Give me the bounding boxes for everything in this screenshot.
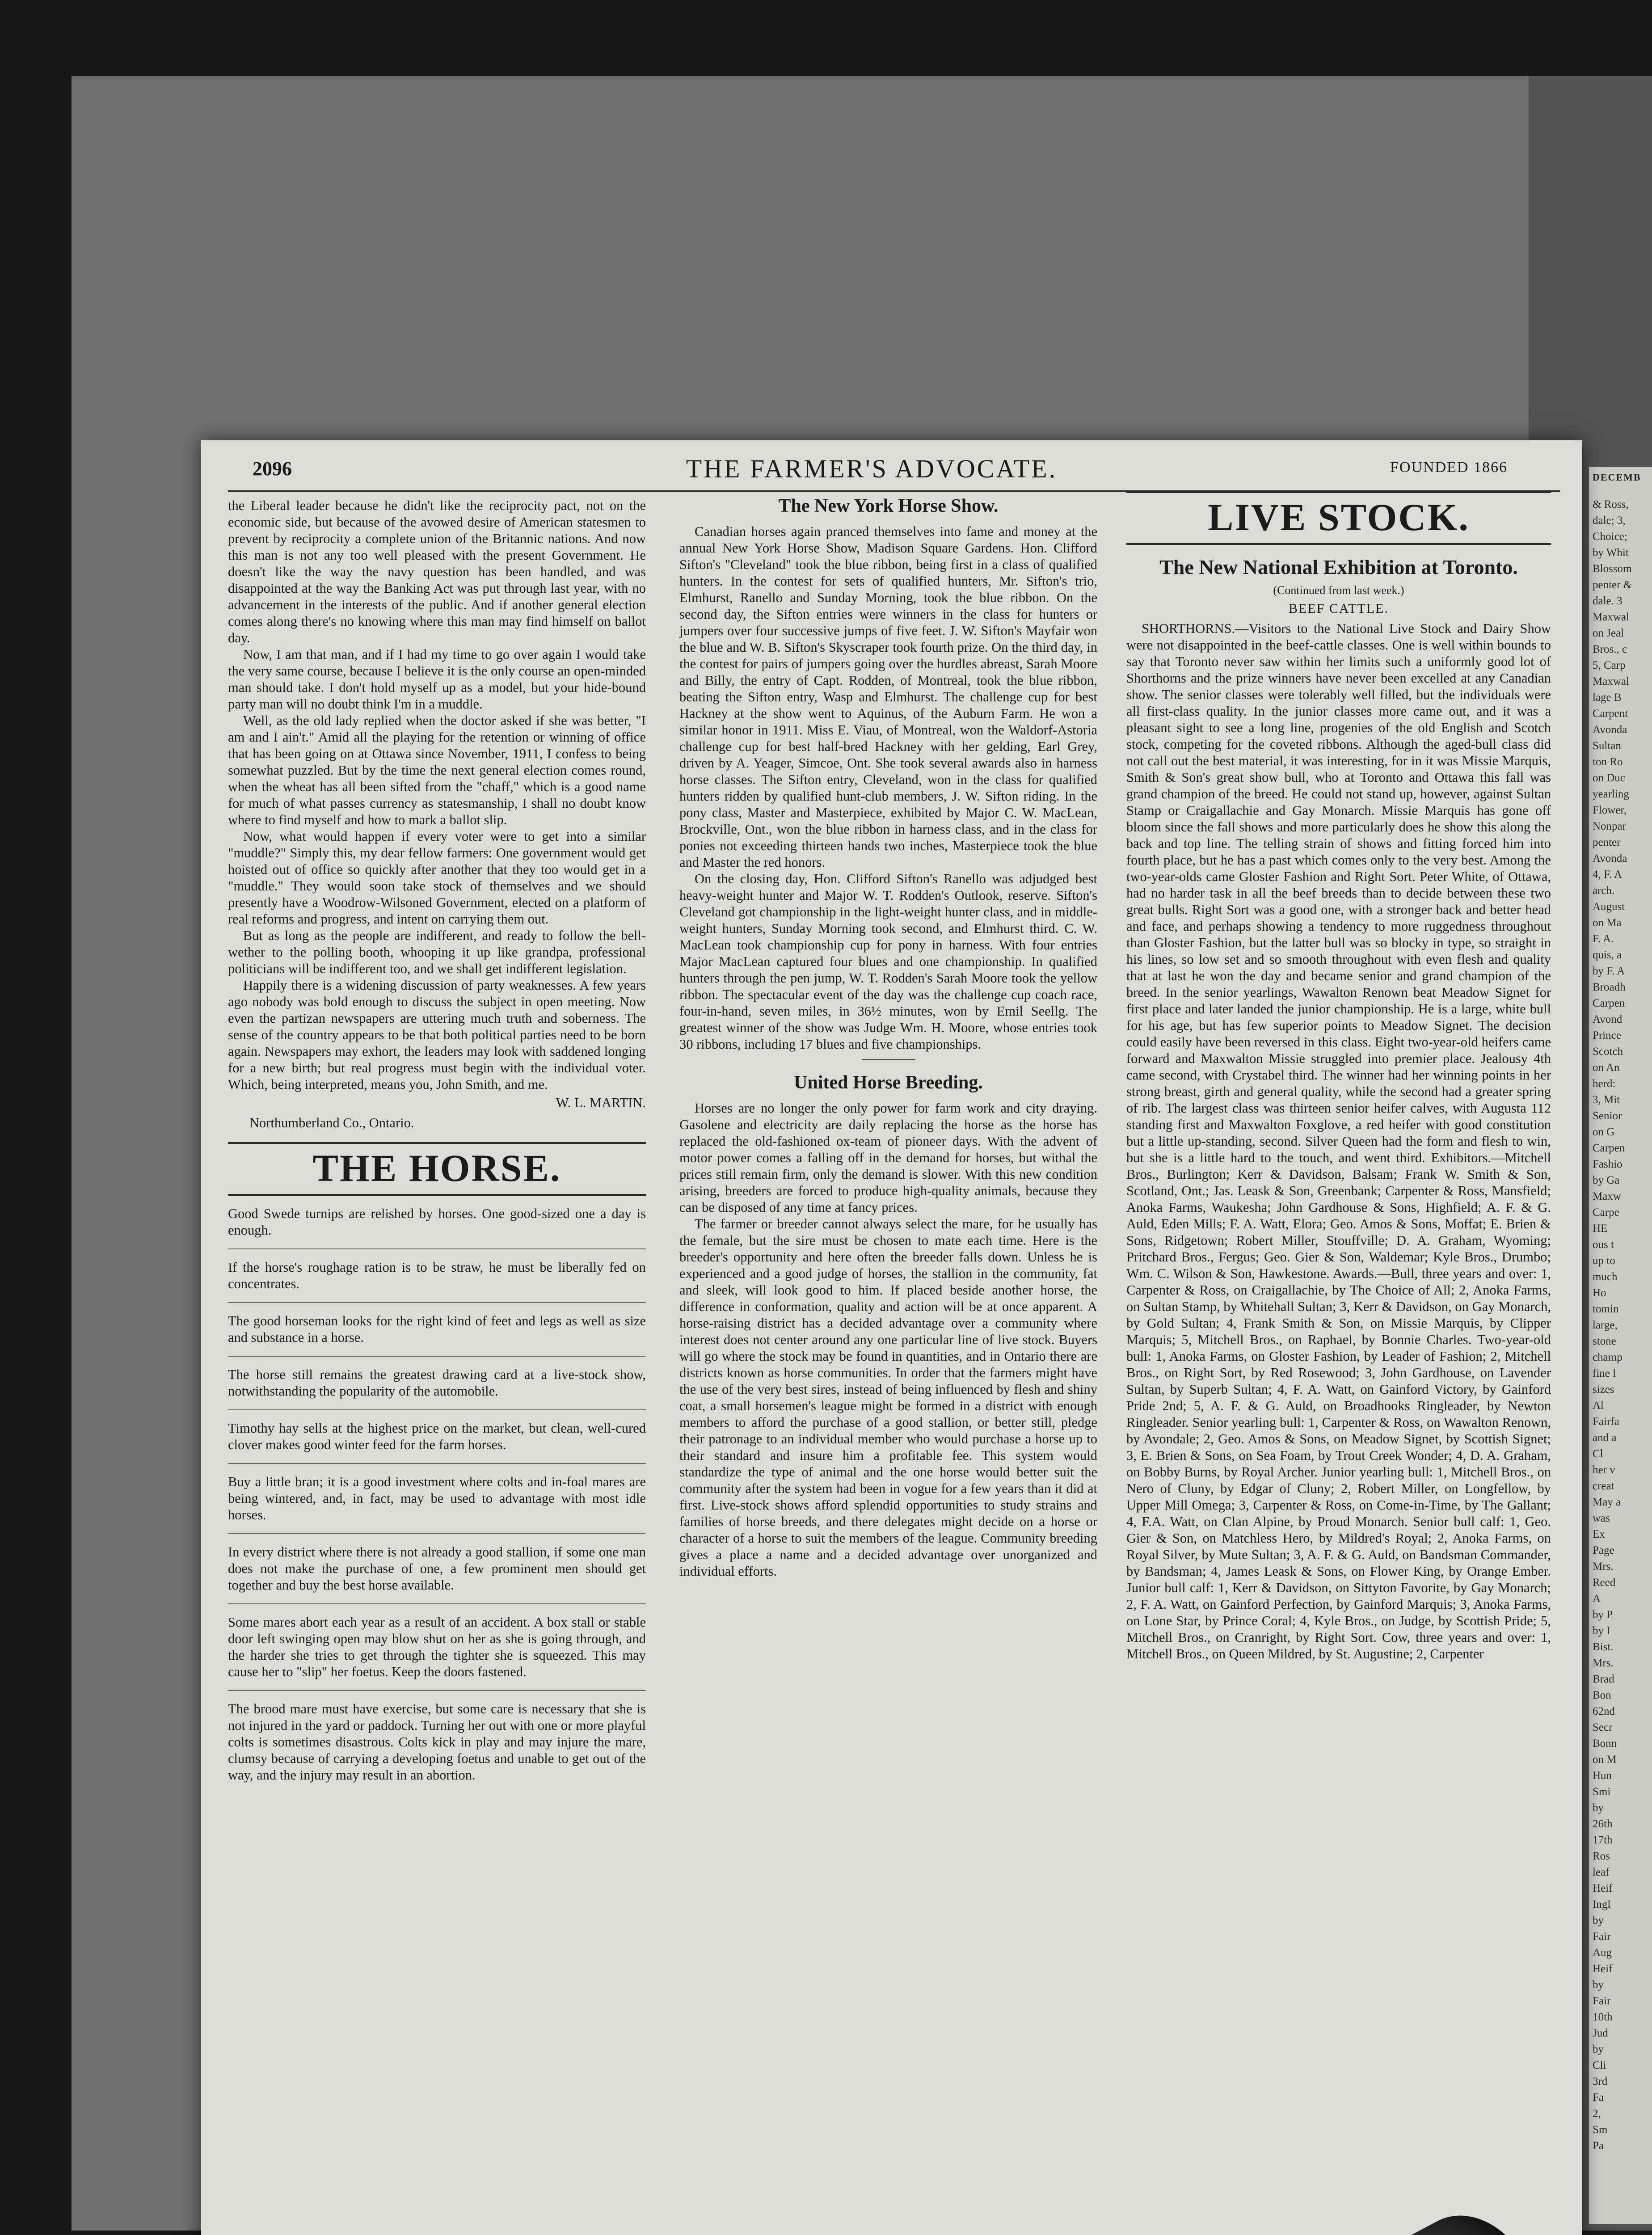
section-heading-live-stock: LIVE STOCK.: [1126, 491, 1551, 545]
adjacent-line: Bist.: [1593, 1641, 1614, 1653]
horse-note: [228, 1313, 646, 1357]
adjacent-line: May a: [1593, 1496, 1621, 1508]
adjacent-line: penter &: [1593, 579, 1632, 591]
adjacent-line: Bonn: [1593, 1737, 1617, 1750]
page-number: 2096: [253, 458, 292, 480]
letter-paragraph: Happily there is a widening discussion of party weaknesses. A few years ago nobody was bold enough to discuss the subject in open meeting. Now even the partizan newspapers are uttering much truth and soberness. The sense of the country appears to be that both political parties need to be born again. Newspapers may exhort, the leaders may look with saddened longing for a new birth; but real progress must begin with the individual voter. Which, being interpreted, means you, John Smith, and me.: [228, 978, 646, 1092]
adjacent-line: Avonda: [1593, 852, 1627, 864]
horse-note-text: Some mares abort each year as a result of an accident. A box stall or stable door left swinging open may blow shut on her as she is going through, and the harder she tries to get through the tighter she is squeezed. This may cause her to "slip" her foetus. Keep the doors fastened.: [228, 1615, 646, 1679]
adjacent-line: Maxwal: [1593, 675, 1629, 687]
adjacent-line: Fair: [1593, 1995, 1611, 2007]
adjacent-line: & Ross,: [1593, 498, 1629, 510]
adjacent-line: 17th: [1593, 1834, 1613, 1846]
adjacent-page-lines: [1589, 497, 1652, 2154]
adjacent-page-fragment: [1589, 467, 1652, 2224]
adjacent-line: by: [1593, 1979, 1604, 1991]
adjacent-line: 4, F. A: [1593, 869, 1622, 881]
adjacent-line: Senior: [1593, 1110, 1622, 1122]
letter-paragraph: Now, what would happen if every voter were to get into a similar "muddle?" Simply this, my dear fellow farmers: One government would get hoisted out of office so quickly after another that they too would get in a "muddle." They would soon take stock of themselves and we should presently have a Woodrow-Wilsoned Government, elected on a platform of real reforms and progress, and intent on carrying them out.: [228, 829, 646, 927]
adjacent-line: on Jeal: [1593, 627, 1624, 639]
adjacent-line: Al: [1593, 1400, 1604, 1412]
horse-note-text: Timothy hay sells at the highest price on the market, but clean, well-cured clover makes good winter feed for the farm horses.: [228, 1421, 646, 1452]
horse-note: [228, 1474, 646, 1534]
adjacent-line: Carpe: [1593, 1206, 1619, 1219]
adjacent-line: Fa: [1593, 2092, 1604, 2104]
horse-note: [228, 1544, 646, 1604]
article-paragraph: Canadian horses again pranced themselves into fame and money at the annual New York Horse Show, Madison Square Gardens. Hon. Clifford Sifton's "Cleveland" took the blue ribbon, being first in a class of qualified hunters. In the contest for sets of qualified hunters, Mr. Sifton's trio, Elmhurst, Ranello and Sunday Morning, took the blue ribbon. On the second day, the Sifton entries were winners in the class for hunters or jumpers over four successive jumps of five feet. J. W. Sifton's Mayfair won the blue and W. B. Sifton's Skyscraper took fourth prize. On the third day, in the contest for pairs of jumpers going over the hurdles abreast, Sarah Moore and Billy, the entry of Capt. Rodden, of Montreal, took the blue ribbon, beating the Sifton entry, Wasp and Elmhurst. The challenge cup for best Hackney at the show went to Aquinus, of the Auburn Farm. He won a similar honor in 1911. Miss E. Viau, of Montreal, won the Waldorf-Astoria challenge cup for best half-bred Hackney with her gelding, Earl Grey, driven by A. Yeager, Simcoe, Ont. She took several awards also in harness horse classes. The Sifton entry, Cleveland, won in the class for qualified hunters ridden by qualified hunt-club members, J. W. Sifton riding. In the pony class, Master and Masterpiece, exhibited by Major C. W. MacLean, Brockville, Ont., won the blue ribbon in harness class, and in the class for ponies not exceeding thirteen hands two inches, Masterpiece took the blue and Master the red honors.: [679, 524, 1097, 870]
subsection-beef-cattle: BEEF CATTLE.: [1289, 601, 1389, 616]
adjacent-line: Sultan: [1593, 740, 1621, 752]
adjacent-line: Hun: [1593, 1770, 1612, 1782]
adjacent-line: Blossom: [1593, 563, 1632, 575]
horse-note: [228, 1614, 646, 1691]
adjacent-line: on G: [1593, 1126, 1615, 1138]
adjacent-line: on Ma: [1593, 917, 1622, 929]
column-1: [228, 498, 646, 1803]
letter-body: [228, 498, 646, 1093]
adjacent-line: August: [1593, 901, 1625, 913]
adjacent-line: 10th: [1593, 2011, 1613, 2023]
adjacent-line: dale; 3,: [1593, 514, 1626, 527]
adjacent-line: Brad: [1593, 1673, 1614, 1685]
adjacent-line: by F. A: [1593, 965, 1625, 977]
adjacent-line: Reed: [1593, 1577, 1616, 1589]
adjacent-line: was: [1593, 1512, 1610, 1524]
adjacent-line: HE: [1593, 1223, 1608, 1235]
adjacent-line: 26th: [1593, 1818, 1613, 1830]
adjacent-line: Cli: [1593, 2059, 1606, 2071]
letter-location: Northumberland Co., Ontario.: [249, 1115, 414, 1130]
article-heading-national-exhibition: The New National Exhibition at Toronto.: [1159, 556, 1518, 578]
adjacent-line: Avonda: [1593, 724, 1627, 736]
horse-note: [228, 1206, 646, 1249]
letter-signature: W. L. MARTIN.: [556, 1095, 646, 1110]
adjacent-line: 2,: [1593, 2108, 1601, 2120]
adjacent-line: Carpent: [1593, 708, 1628, 720]
adjacent-line: Flower,: [1593, 804, 1627, 816]
adjacent-line: much: [1593, 1271, 1618, 1283]
new-york-horse-show-body: [679, 523, 1097, 1053]
letter-paragraph: the Liberal leader because he didn't like the reciprocity pact, not on the economic side, but because of the avowed desire of American statesmen to prevent by reciprocity a complete union of the Britannic nations. And now this man is not any too well pleased with the present Government. He doesn't like the way the navy question has been handled, and was disappointed at the way the Banking Act was put through last year, with no advancement in the interests of the public. And if another general election comes along there's no knowing where this man may find himself on ballot day.: [228, 498, 646, 645]
horse-note-text: The good horseman looks for the right kind of feet and legs as well as size and substance in a horse.: [228, 1313, 646, 1345]
adjacent-line: by: [1593, 2043, 1604, 2055]
adjacent-line: Mrs.: [1593, 1657, 1614, 1669]
adjacent-line: her v: [1593, 1464, 1615, 1476]
horse-note: [228, 1701, 646, 1793]
horse-note: [228, 1420, 646, 1464]
adjacent-line: sizes: [1593, 1383, 1614, 1396]
exhibition-body: [1126, 620, 1551, 1662]
adjacent-line: by P: [1593, 1609, 1613, 1621]
horse-note-text: If the horse's roughage ration is to be straw, he must be liberally fed on concentrates.: [228, 1260, 646, 1291]
adjacent-line: Prince: [1593, 1029, 1621, 1042]
adjacent-line: Page: [1593, 1544, 1614, 1556]
adjacent-line: Heif: [1593, 1963, 1613, 1975]
adjacent-line: creat: [1593, 1480, 1614, 1492]
adjacent-line: up to: [1593, 1255, 1615, 1267]
adjacent-line: on An: [1593, 1062, 1620, 1074]
continued-note: (Continued from last week.): [1273, 584, 1404, 597]
horse-note-text: The brood mare must have exercise, but some care is necessary that she is not injured in the yard or paddock. Turning her out with one or more playful colts is sometimes disastrous. Colts kick in play and may injure the mare, clumsy because of carrying a developing foetus and unable to get out of the way, and the injury may result in an abortion.: [228, 1701, 646, 1783]
adjacent-line: Aug: [1593, 1947, 1612, 1959]
adjacent-line: F. A.: [1593, 933, 1614, 945]
adjacent-line: leaf: [1593, 1866, 1610, 1878]
adjacent-line: A: [1593, 1593, 1601, 1605]
letter-paragraph: But as long as the people are indifferent, and ready to follow the bell-wether to the polling booth, whooping it up like grandpa, professional politicians will be indifferent too, and we shall get indifferent legislation.: [228, 928, 646, 976]
adjacent-line: Avond: [1593, 1013, 1622, 1025]
adjacent-line: Choice;: [1593, 531, 1627, 543]
adjacent-line: Ros: [1593, 1850, 1610, 1862]
column-3: [1126, 498, 1551, 1662]
horse-note: [228, 1366, 646, 1410]
adjacent-line: stone: [1593, 1335, 1616, 1347]
adjacent-line: lage B: [1593, 692, 1622, 704]
article-heading-new-york-horse-show: The New York Horse Show.: [778, 496, 999, 516]
adjacent-line: Broadh: [1593, 981, 1626, 993]
adjacent-line: Carpen: [1593, 997, 1625, 1009]
adjacent-line: Nonpar: [1593, 820, 1626, 832]
adjacent-line: Maxw: [1593, 1190, 1621, 1202]
adjacent-line: Fashio: [1593, 1158, 1622, 1170]
adjacent-line: on M: [1593, 1754, 1617, 1766]
adjacent-line: herd:: [1593, 1078, 1616, 1090]
adjacent-line: ton Ro: [1593, 756, 1623, 768]
adjacent-line: champ: [1593, 1351, 1622, 1363]
adjacent-line: Mrs.: [1593, 1560, 1614, 1573]
letter-paragraph: Now, I am that man, and if I had my time to go over again I would take the very same course, because I believe it is the only course an open-minded man should take. I don't hold myself up as a model, but your hide-bound party man will no doubt think I'm in a muddle.: [228, 647, 646, 712]
adjacent-line: dale. 3: [1593, 595, 1622, 607]
horse-note-text: In every district where there is not already a good stallion, if some one man does not make the purchase of one, a few prominent men should get together and buy the best horse available.: [228, 1544, 646, 1593]
adjacent-line: Cl: [1593, 1448, 1603, 1460]
adjacent-line: Heif: [1593, 1882, 1613, 1894]
adjacent-line: on Duc: [1593, 772, 1625, 784]
adjacent-line: by: [1593, 1802, 1604, 1814]
adjacent-line: 5, Carp: [1593, 659, 1626, 671]
adjacent-line: Jud: [1593, 2027, 1608, 2039]
adjacent-line: 62nd: [1593, 1705, 1615, 1717]
horse-paragraphs: [228, 1206, 646, 1793]
adjacent-line: 3rd: [1593, 2075, 1608, 2087]
adjacent-line: Bon: [1593, 1689, 1611, 1701]
adjacent-line: Pa: [1593, 2140, 1604, 2152]
adjacent-line: yearling: [1593, 788, 1629, 800]
adjacent-line: 3, Mit: [1593, 1094, 1620, 1106]
adjacent-line: Ho: [1593, 1287, 1606, 1299]
united-horse-breeding-body: [679, 1100, 1097, 1580]
section-heading-the-horse: THE HORSE.: [228, 1142, 646, 1196]
adjacent-page-header: DECEMB: [1593, 472, 1641, 483]
article-heading-united-horse-breeding: United Horse Breeding.: [794, 1072, 983, 1093]
adjacent-line: tomin: [1593, 1303, 1619, 1315]
letter-paragraph: Well, as the old lady replied when the doctor asked if she was better, "I am and I ain't." Amid all the playing for the retention or winning of office that has been going on at Ottawa since November, 1911, I confess to being somewhat puzzled. But by the time the next general election comes round, when the wheat has all been sifted from the "chaff," which is a good name for much of what passes currency as statesmanship, I shall no doubt know where to find myself and how to mark a ballot slip.: [228, 713, 646, 827]
adjacent-line: by I: [1593, 1625, 1610, 1637]
divider: [862, 1059, 915, 1060]
publication-title: THE FARMER'S ADVOCATE.: [686, 454, 1058, 483]
adjacent-line: Maxwal: [1593, 611, 1629, 623]
adjacent-line: and a: [1593, 1432, 1617, 1444]
adjacent-line: large,: [1593, 1319, 1618, 1331]
horse-note-text: Good Swede turnips are relished by horses. One good-sized one a day is enough.: [228, 1206, 646, 1238]
newspaper-page: [201, 440, 1582, 2235]
adjacent-line: penter: [1593, 836, 1621, 848]
article-paragraph: On the closing day, Hon. Clifford Sifton's Ranello was adjudged best heavy-weight hunter and Major W. T. Rodden's Outlook, reserve. Sifton's Cleveland got championship in the light-weight hunter class, and in middle-weight hunters, Sunday Morning took second, and Elmhurst third. C. W. MacLean took championship cup for pony in harness. With four entries Major MacLean captured four blues and one championship. In qualified hunters through the pen jump, W. T. Rodden's Sarah Moore took the yellow ribbon. The spectacular event of the day was the challenge cup coach race, four-in-hand, seven miles, in 36½ minutes, won by Emil Seellg. The greatest winner of the show was Judge Wm. H. Moore, whose entries took 30 ribbons, including 17 blues and five championships.: [679, 871, 1097, 1052]
adjacent-line: Bros., c: [1593, 643, 1627, 655]
adjacent-line: Fair: [1593, 1931, 1611, 1943]
adjacent-line: by: [1593, 1915, 1604, 1927]
adjacent-line: ous t: [1593, 1239, 1614, 1251]
article-paragraph: The farmer or breeder cannot always select the mare, for he usually has the female, but the sire must be chosen to mate each time. Here is the breeder's opportunity and here often the breeder falls down. Unless he is experienced and a good judge of horses, the stallion in the community, fat and sleek, will look good to him. If placed beside another horse, the difference in conformation, quality and action will be at once apparent. A horse-raising district has a decided advantage over a community where interest does not center around any one particular line of live stock. Buyers will go where the stock may be found in quantities, and in Ontario there are districts known as horse communities. In order that the farmers might have the use of the very best sires, instead of being influenced by flesh and shiny coat, a small horsemen's league might be formed in a district with enough members to afford the purchase of a good stallion, or better still, pledge their patronage to an individual member who would purchase a horse up to their standard and insure him a profitable fee. This system would standardize the type of animal and the one horse would better suit the community after the system had been in vogue for a few years than it did at first. Live-stock shows afford splendid opportunities to study strains and families of horse breeds, and there delegates might decide on a horse or character of a horse to suit the members of the league. Community breeding gives a place a name and a decided advantage over unorganized and individual efforts.: [679, 1216, 1097, 1579]
adjacent-line: fine l: [1593, 1367, 1616, 1379]
article-paragraph: SHORTHORNS.—Visitors to the National Live Stock and Dairy Show were not disappointed in the beef-cattle classes. One is well within bounds to say that Toronto never saw within her limits such a uniformly good lot of Shorthorns and the prize winners have never been excelled at any Canadian show. The senior classes were tolerably well filled, but the individuals were all first-class quality. In the junior classes more came out, and it was a pleasant sight to see a long line, progenies of the old English and Scotch stock, competing for the coveted ribbons. Although the aged-bull class did not call out the best material, it was interesting, for in it was Missie Marquis, Smith & Son's great show bull, who at Toronto and Ottawa this fall was grand champion of the breed. He could not stand up, however, against Sultan Stamp or Craigallachie and Gay Monarch. Missie Marquis has gone off bloom since the fall shows and more particularly does he show this along the back and top line. The telling strain of shows and fitting forced him into fourth place, but he has a past which comes only to the very best. Among the two-year-olds came Gloster Fashion and Right Sort. Peter White, of Ottawa, had no harder task in all the beef breeds than to decide between these two great bulls. Right Sort was a good one, with a stronger back and better head and face, and perhaps showing a tendency to more ruggedness throughout than Gloster Fashion, but the latter bull was so blocky in type, so straight in his lines, so low set and so smooth throughout with even flesh and quality that at last he won the day and became senior and grand champion of the breed. In the senior yearlings, Wawalton Renown beat Meadow Signet for first place and later landed the junior championship. He is a large, white bull for his age, but has few superior points to Meadow Signet. The decision could easily have been reversed in this class. Eight two-year-old heifers came forward and Maxwalton Missie struggled into premier place. Jealousy 4th came second, with Crystabel third. The winner had her winning points in her strong breast, girth and general quality, while the second had a greater spring of rib. The largest class was thirteen senior heifer calves, with Augusta 112 standing first and Maxwalton Foxglove, a red heifer with good constitution but a little up-standing, second. Silver Queen had the form and flesh to win, but she is a little hard to the touch, and went third. Exhibitors.—Mitchell Bros., Burlington; Kerr & Davidson, Balsam; Frank W. Smith & Son, Scotland, Ont.; Jas. Leask & Son, Greenbank; Carpenter & Ross, Mansfield; Anoka Farms, Waukesha; John Gardhouse & Sons, Highfield; A. F. & G. Auld, Eden Mills; F. A. Watt, Elora; Geo. Amos & Sons, Moffat; E. Brien & Sons, Ridgetown; Robert Miller, Stouffville; D. A. Graham, Wyoming; Pritchard Bros., Fergus; Geo. Gier & Son, Waldemar; Kyle Bros., Drumbo; Wm. C. Wilson & Son, Hawkestone. Awards.—Bull, three years and over: 1, Carpenter & Ross, on Craigallachie, by The Choice of All; 2, Anoka Farms, on Sultan Stamp, by Whitehall Sultan; 3, Kerr & Davidson, on Gay Monarch, by Gold Sultan; 4, Frank Smith & Son, on Missie Marquis, by Clipper Marquis; 5, Mitchell Bros., on Raphael, by Bonnie Charles. Two-year-old bull: 1, Anoka Farms, on Gloster Fashion, by Leader of Fashion; 2, Mitchell Bros., on Right Sort, by Red Rosewood; 3, John Gardhouse, on Lavender Sultan, by Superb Sultan; 4, F. A. Watt, on Gainford Victory, by Gainford Pride 2nd; 5, A. F. & G. Auld, on Broadhooks Ringleader, by Newton Ringleader. Senior yearling bull: 1, Carpenter & Ross, on Wawalton Renown, by Avondale; 2, Geo. Amos & Sons, on Meadow Signet, by Scottish Signet; 3, E. Brien & Sons, on Sea Foam, by Trout Creek Wonder; 4, D. A. Graham, on Bobby Burns, by Royal Archer. Junior yearling bull: 1, Mitchell Bros., on Nero of Cluny, by Edgar of Cluny; 2, Robert Miller, on Longfellow, by Upper Mill Omega; 3, Carpenter & Ross, on Come-in-Time, by The Gallant; 4, F.A. Watt, on Clan Alpine, by Proud Monarch. Senior bull calf: 1, Geo. Gier & Son, on Matchless Hero, by Mildred's Royal; 2, Anoka Farms, on Royal Silver, by Mute Sultan; 3, A. F. & G. Auld, on Bandsman Commander, by Bandsman; 4, James Leask & Sons, on Flower King, by Orange Ember. Junior bull calf: 1, Kerr & Davidson, on Sittyton Favorite, by Gay Monarch; 2, F. A. Watt, on Gainford Perfection, by Gainford Marquis; 3, Anoka Farms, on Lone Star, by Prince Coral; 4, Kyle Bros., on Judge, by Scottish Pride; 5, Mitchell Bros., on Cranright, by Right Sort. Cow, three years and over: 1, Mitchell Bros., on Queen Mildred, by St. Augustine; 2, Carpenter: [1126, 621, 1551, 1661]
horse-note-text: The horse still remains the greatest drawing card at a live-stock show, notwithstanding the popularity of the automobile.: [228, 1367, 646, 1399]
founded-line: FOUNDED 1866: [1390, 459, 1508, 476]
adjacent-line: Ingl: [1593, 1898, 1611, 1910]
adjacent-line: Ex: [1593, 1528, 1605, 1540]
horse-note: [228, 1259, 646, 1303]
adjacent-line: Sm: [1593, 2124, 1608, 2136]
adjacent-line: arch.: [1593, 885, 1615, 897]
masthead: [201, 440, 1582, 493]
horse-note-text: Buy a little bran; it is a good investment where colts and in-foal mares are being wintered, and, in fact, may be used to advantage with most idle horses.: [228, 1474, 646, 1522]
column-2: [679, 498, 1097, 1580]
adjacent-line: by Ga: [1593, 1174, 1620, 1186]
adjacent-line: Smi: [1593, 1786, 1611, 1798]
adjacent-line: Carpen: [1593, 1142, 1625, 1154]
adjacent-line: Fairfa: [1593, 1416, 1619, 1428]
article-paragraph: Horses are no longer the only power for farm work and city draying. Gasolene and electricity are daily replacing the horse as the horse has replaced the old-fashioned ox-team of pioneer days. With the advent of motor power comes a falling off in the demand for horses, but withal the prices still remain firm, only the demand is slower. With this new condition arising, breeders are forced to produce high-quality animals, because they can be disposed of any time at fancy prices.: [679, 1101, 1097, 1215]
adjacent-line: Secr: [1593, 1721, 1613, 1733]
adjacent-line: by Whit: [1593, 547, 1629, 559]
adjacent-line: Scotch: [1593, 1046, 1623, 1058]
adjacent-line: quis, a: [1593, 949, 1622, 961]
